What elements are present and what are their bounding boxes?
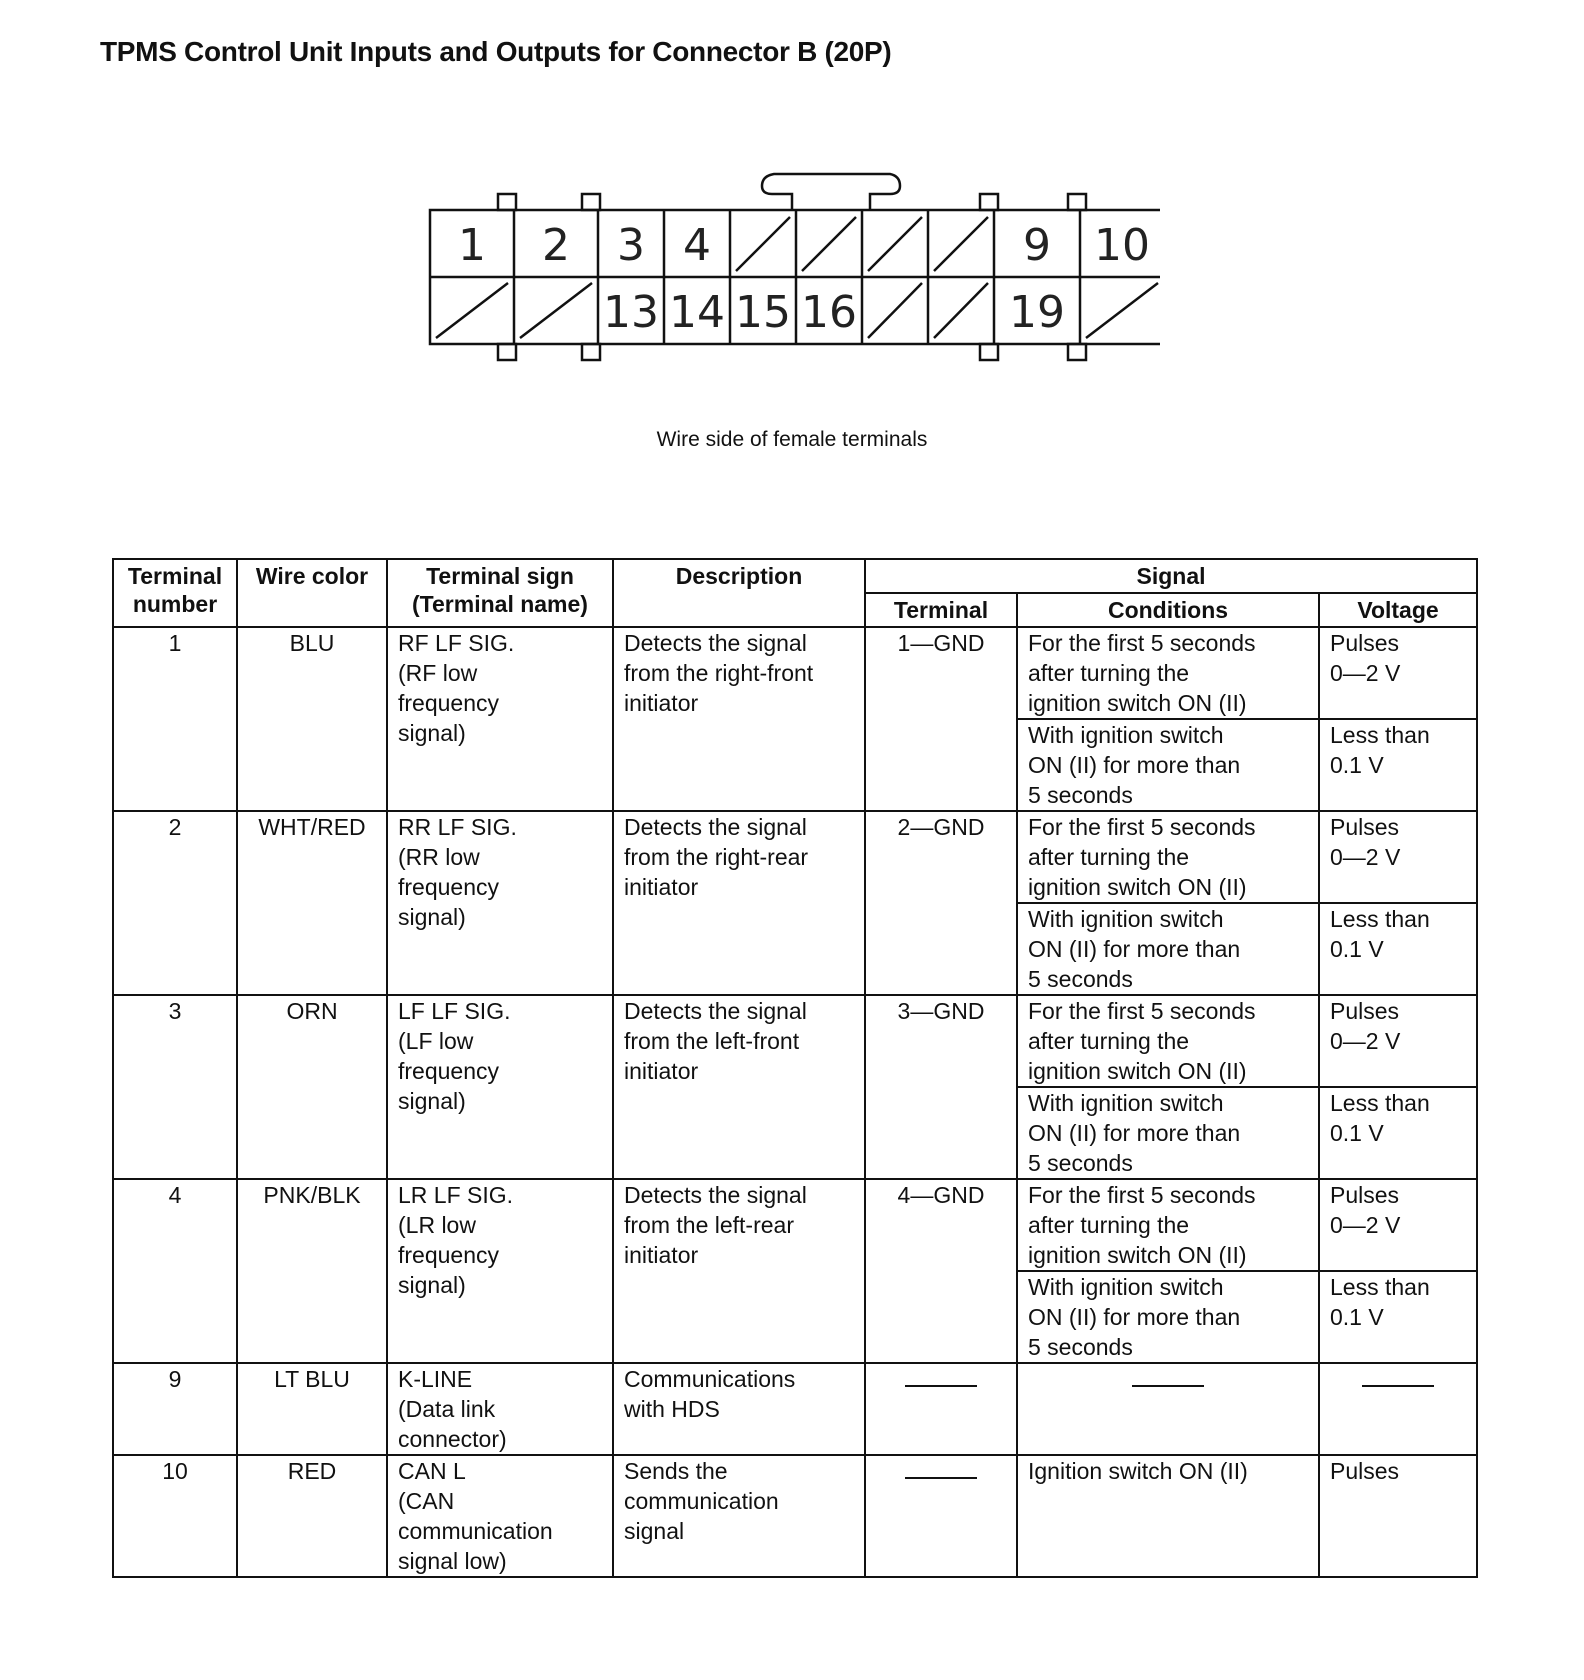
lock-tab	[1068, 194, 1086, 210]
condition: For the first 5 seconds after turning the ignition switch ON (II)	[1017, 811, 1319, 903]
condition: For the first 5 seconds after turning the ignition switch ON (II)	[1017, 995, 1319, 1087]
wire-color: RED	[237, 1455, 387, 1577]
terminal-number: 9	[113, 1363, 237, 1455]
terminal-number: 3	[113, 995, 237, 1179]
dash-mark	[905, 1385, 977, 1387]
pin-label: 13	[603, 287, 659, 338]
pin-label: 3	[617, 220, 645, 271]
connector-diagram	[400, 160, 1160, 375]
voltage: Less than 0.1 V	[1319, 719, 1477, 811]
terminal-number: 4	[113, 1179, 237, 1363]
header-description: Description	[613, 559, 865, 627]
condition: For the first 5 seconds after turning the ignition switch ON (II)	[1017, 627, 1319, 719]
table-row	[113, 1363, 1477, 1455]
pin-label: 10	[1094, 220, 1150, 271]
terminal-sign: K-LINE (Data link connector)	[387, 1363, 613, 1455]
condition: Ignition switch ON (II)	[1017, 1455, 1319, 1577]
signal-terminal: 1—GND	[865, 627, 1017, 811]
voltage-empty	[1319, 1363, 1477, 1455]
condition-empty	[1017, 1363, 1319, 1455]
page-title: TPMS Control Unit Inputs and Outputs for Connector B (20P)	[100, 36, 892, 67]
pin-label: 19	[1009, 287, 1065, 338]
pin-label: 16	[801, 287, 857, 338]
connector-latch	[762, 174, 900, 210]
lock-tab	[582, 194, 600, 210]
signal-terminal: 2—GND	[865, 811, 1017, 995]
voltage: Pulses 0—2 V	[1319, 811, 1477, 903]
voltage: Less than 0.1 V	[1319, 1087, 1477, 1179]
wire-color: PNK/BLK	[237, 1179, 387, 1363]
terminal-number: 2	[113, 811, 237, 995]
header-terminal: Terminal	[865, 593, 1017, 627]
header-terminal-sign: Terminal sign (Terminal name)	[387, 559, 613, 627]
connector-svg	[400, 160, 1160, 370]
voltage: Pulses	[1319, 1455, 1477, 1577]
header-wire-color: Wire color	[237, 559, 387, 627]
wire-color: BLU	[237, 627, 387, 811]
lock-tab	[980, 344, 998, 360]
signal-terminal-empty	[865, 1455, 1017, 1577]
dash-mark	[905, 1477, 977, 1479]
lock-tab	[498, 194, 516, 210]
signal-terminal-empty	[865, 1363, 1017, 1455]
condition: With ignition switch ON (II) for more than 5 seconds	[1017, 719, 1319, 811]
table-row	[113, 1455, 1477, 1577]
header-conditions: Conditions	[1017, 593, 1319, 627]
header-row	[113, 559, 1477, 593]
dash-mark	[1132, 1385, 1204, 1387]
pin-label: 14	[669, 287, 725, 338]
terminal-sign: RR LF SIG. (RR low frequency signal)	[387, 811, 613, 995]
condition: With ignition switch ON (II) for more than 5 seconds	[1017, 903, 1319, 995]
lock-tab	[980, 194, 998, 210]
voltage: Pulses 0—2 V	[1319, 1179, 1477, 1271]
table-row	[113, 811, 1477, 903]
description: Detects the signal from the left-front initiator	[613, 995, 865, 1179]
header-voltage: Voltage	[1319, 593, 1477, 627]
condition: With ignition switch ON (II) for more than 5 seconds	[1017, 1271, 1319, 1363]
terminal-number: 10	[113, 1455, 237, 1577]
table-row	[113, 995, 1477, 1087]
terminal-sign: LR LF SIG. (LR low frequency signal)	[387, 1179, 613, 1363]
description: Communications with HDS	[613, 1363, 865, 1455]
condition: With ignition switch ON (II) for more than 5 seconds	[1017, 1087, 1319, 1179]
wire-color: ORN	[237, 995, 387, 1179]
header-signal: Signal	[865, 559, 1477, 593]
terminal-sign: RF LF SIG. (RF low frequency signal)	[387, 627, 613, 811]
lock-tab	[1068, 344, 1086, 360]
wire-color: LT BLU	[237, 1363, 387, 1455]
terminal-sign: CAN L (CAN communication signal low)	[387, 1455, 613, 1577]
table-row	[113, 1179, 1477, 1271]
lock-tab	[498, 344, 516, 360]
terminal-number: 1	[113, 627, 237, 811]
table-row	[113, 627, 1477, 719]
connector-caption: Wire side of female terminals	[656, 428, 928, 451]
dash-mark	[1362, 1385, 1434, 1387]
description: Sends the communication signal	[613, 1455, 865, 1577]
signal-terminal: 4—GND	[865, 1179, 1017, 1363]
header-terminal-number: Terminal number	[113, 559, 237, 627]
description: Detects the signal from the right-front initiator	[613, 627, 865, 811]
description: Detects the signal from the left-rear initiator	[613, 1179, 865, 1363]
pin-label: 1	[458, 220, 486, 271]
pin-label: 2	[542, 220, 570, 271]
voltage: Less than 0.1 V	[1319, 903, 1477, 995]
io-table	[112, 558, 1478, 1578]
condition: For the first 5 seconds after turning the ignition switch ON (II)	[1017, 1179, 1319, 1271]
lock-tab	[582, 344, 600, 360]
pin-label: 15	[735, 287, 791, 338]
voltage: Less than 0.1 V	[1319, 1271, 1477, 1363]
signal-terminal: 3—GND	[865, 995, 1017, 1179]
description: Detects the signal from the right-rear initiator	[613, 811, 865, 995]
voltage: Pulses 0—2 V	[1319, 627, 1477, 719]
pin-label: 9	[1023, 220, 1051, 271]
terminal-sign: LF LF SIG. (LF low frequency signal)	[387, 995, 613, 1179]
pin-label: 4	[683, 220, 711, 271]
voltage: Pulses 0—2 V	[1319, 995, 1477, 1087]
wire-color: WHT/RED	[237, 811, 387, 995]
